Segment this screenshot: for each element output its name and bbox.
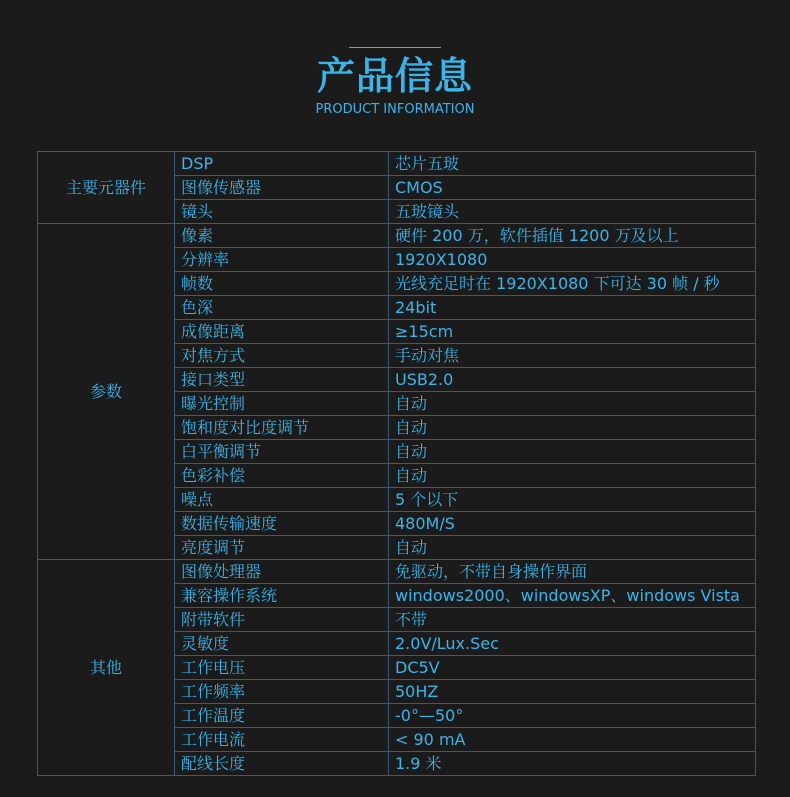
param-value-cell: USB2.0: [389, 368, 756, 392]
param-name-cell: 兼容操作系统: [175, 584, 389, 608]
param-value-cell: 自动: [389, 464, 756, 488]
param-name-cell: 曝光控制: [175, 392, 389, 416]
param-name-cell: 噪点: [175, 488, 389, 512]
param-name-cell: 成像距离: [175, 320, 389, 344]
param-value-cell: 不带: [389, 608, 756, 632]
param-name-cell: DSP: [175, 152, 389, 176]
param-value-cell: 自动: [389, 392, 756, 416]
param-name-cell: 色彩补偿: [175, 464, 389, 488]
param-name-cell: 附带软件: [175, 608, 389, 632]
param-name-cell: 镜头: [175, 200, 389, 224]
param-name-cell: 对焦方式: [175, 344, 389, 368]
param-value-cell: 自动: [389, 416, 756, 440]
page-title: 产品信息: [316, 54, 473, 98]
param-name-cell: 工作频率: [175, 680, 389, 704]
param-value-cell: 24bit: [389, 296, 756, 320]
param-name-cell: 像素: [175, 224, 389, 248]
param-value-cell: CMOS: [389, 176, 756, 200]
section-header: [0, 0, 790, 140]
table-row: [38, 560, 756, 584]
param-value-cell: 芯片五玻: [389, 152, 756, 176]
param-name-cell: 工作温度: [175, 704, 389, 728]
param-value-cell: 光线充足时在 1920X1080 下可达 30 帧 / 秒: [389, 272, 756, 296]
param-value-cell: 免驱动，不带自身操作界面: [389, 560, 756, 584]
spec-table-body: [38, 152, 756, 776]
param-name-cell: 灵敏度: [175, 632, 389, 656]
table-row: [38, 224, 756, 248]
group-label: 其他: [38, 560, 175, 776]
param-name-cell: 色深: [175, 296, 389, 320]
param-value-cell: windows2000、windowsXP、windows Vista: [389, 584, 756, 608]
param-name-cell: 分辨率: [175, 248, 389, 272]
param-value-cell: ≥15cm: [389, 320, 756, 344]
param-name-cell: 饱和度对比度调节: [175, 416, 389, 440]
table-row: [38, 152, 756, 176]
param-value-cell: 50HZ: [389, 680, 756, 704]
param-value-cell: 480M/S: [389, 512, 756, 536]
param-value-cell: 五玻镜头: [389, 200, 756, 224]
param-value-cell: 1920X1080: [389, 248, 756, 272]
param-name-cell: 工作电压: [175, 656, 389, 680]
param-name-cell: 工作电流: [175, 728, 389, 752]
param-name-cell: 数据传输速度: [175, 512, 389, 536]
param-name-cell: 帧数: [175, 272, 389, 296]
param-value-cell: 硬件 200 万，软件插值 1200 万及以上: [389, 224, 756, 248]
param-value-cell: 5 个以下: [389, 488, 756, 512]
header-top-rule: [349, 47, 441, 48]
param-name-cell: 白平衡调节: [175, 440, 389, 464]
param-value-cell: 手动对焦: [389, 344, 756, 368]
param-name-cell: 配线长度: [175, 752, 389, 776]
group-label: 参数: [38, 224, 175, 560]
page-subtitle: PRODUCT INFORMATION: [315, 102, 475, 117]
param-name-cell: 亮度调节: [175, 536, 389, 560]
param-value-cell: < 90 mA: [389, 728, 756, 752]
param-value-cell: 自动: [389, 536, 756, 560]
param-name-cell: 接口类型: [175, 368, 389, 392]
group-label: 主要元器件: [38, 152, 175, 224]
param-value-cell: -0°—50°: [389, 704, 756, 728]
param-name-cell: 图像处理器: [175, 560, 389, 584]
param-value-cell: 自动: [389, 440, 756, 464]
param-value-cell: 2.0V/Lux.Sec: [389, 632, 756, 656]
param-value-cell: DC5V: [389, 656, 756, 680]
param-name-cell: 图像传感器: [175, 176, 389, 200]
product-spec-table: [37, 151, 756, 776]
param-value-cell: 1.9 米: [389, 752, 756, 776]
